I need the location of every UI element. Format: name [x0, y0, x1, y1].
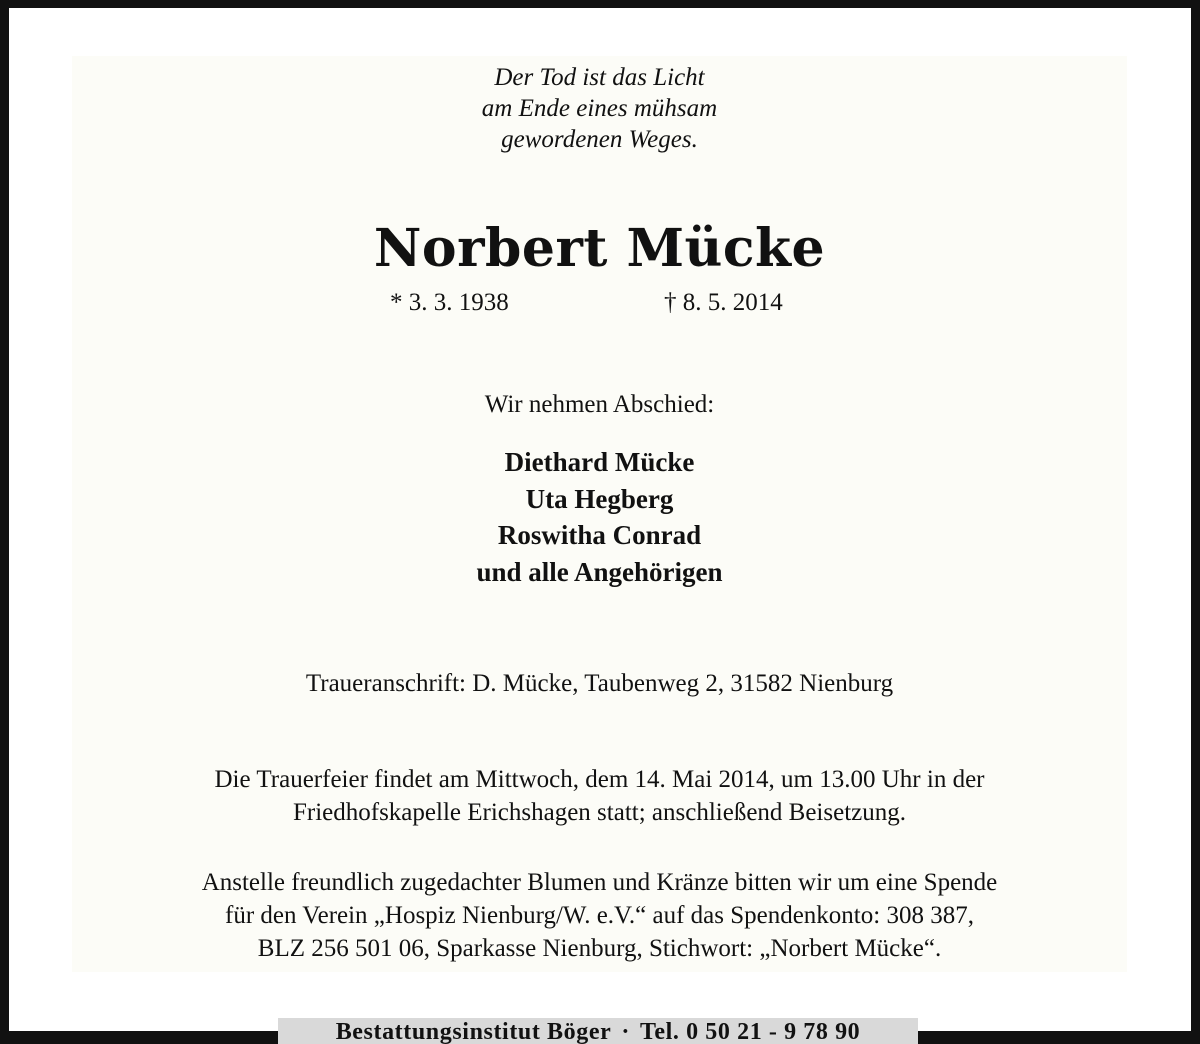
- mourner-name: Diethard Mücke: [504, 447, 695, 477]
- deceased-name: Norbert Mücke: [373, 218, 826, 279]
- mourner-name: und alle Angehörigen: [476, 556, 723, 587]
- motto-verse: [72, 62, 1127, 155]
- mourners-list: [72, 444, 1127, 590]
- motto-line: gewordenen Weges.: [501, 126, 698, 153]
- funeral-home-name: Bestattungsinstitut Böger: [335, 1019, 612, 1044]
- funeral-home-banner: [278, 1018, 918, 1044]
- birth-date: * 3. 3. 1938: [390, 289, 509, 316]
- ceremony-line: Friedhofskapelle Erichshagen statt; anschließend Beisetzung.: [292, 799, 906, 826]
- footer-separator: ·: [621, 1019, 630, 1044]
- donation-line: Anstelle freundlich zugedachter Blumen und Kränze bitten wir um eine Spende: [201, 869, 998, 896]
- farewell-heading: Wir nehmen Abschied:: [484, 391, 715, 418]
- donation-line: für den Verein „Hospiz Nienburg/W. e.V.“ auf das Spendenkonto: 308 387,: [225, 902, 974, 929]
- ceremony-info: [72, 763, 1127, 829]
- donation-line: BLZ 256 501 06, Sparkasse Nienburg, Stichwort: „Norbert Mücke“.: [257, 935, 942, 962]
- mourning-address: Traueranschrift: D. Mücke, Taubenweg 2, 31582 Nienburg: [305, 670, 894, 697]
- mourner-name: Uta Hegberg: [525, 483, 674, 514]
- motto-line: am Ende eines mühsam: [481, 95, 718, 122]
- funeral-home-phone: Tel. 0 50 21 - 9 78 90: [639, 1019, 861, 1044]
- ceremony-line: Die Trauerfeier findet am Mittwoch, dem 14. Mai 2014, um 13.00 Uhr in der: [214, 766, 985, 793]
- death-date: † 8. 5. 2014: [664, 289, 783, 316]
- donation-request: [72, 866, 1127, 965]
- motto-line: Der Tod ist das Licht: [494, 64, 705, 91]
- mourner-name: Roswitha Conrad: [497, 520, 702, 550]
